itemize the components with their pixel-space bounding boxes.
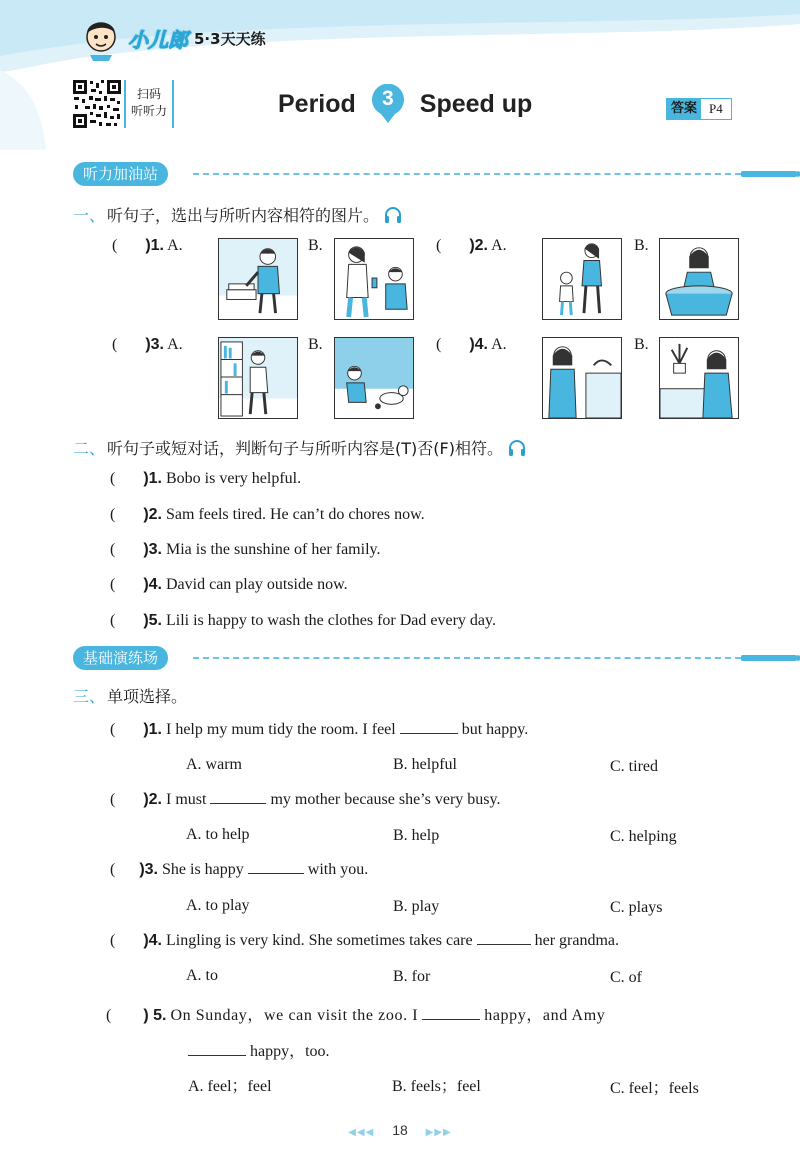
answer-blank[interactable] <box>477 944 531 945</box>
part1-heading <box>73 203 403 226</box>
question-text: On Sunday，we can visit the zoo. I <box>170 1007 419 1024</box>
part1-question-3 <box>112 336 183 354</box>
part1-instruction: 听句子，选出与所听内容相符的图片。 <box>107 206 380 225</box>
part3-question-4 <box>110 932 619 950</box>
scan-label-line1: 扫码 <box>136 87 161 101</box>
question-number: )1. <box>143 470 162 487</box>
option-a[interactable]: A. to <box>186 967 218 984</box>
question-number: ) 5. <box>143 1007 167 1024</box>
left-arrows-icon: ◀◀◀ <box>348 1127 375 1138</box>
part3-question-2 <box>110 791 500 809</box>
statement-text: David can play outside now. <box>166 576 348 593</box>
picture-4b-girl-washing-dishes[interactable] <box>659 337 739 419</box>
part2-number: 二、 <box>73 439 106 458</box>
answer-bracket[interactable]: ( <box>110 791 144 808</box>
question-text: I help my mum tidy the room. I feel <box>166 721 396 738</box>
headphone-icon[interactable] <box>507 438 527 458</box>
question-text-end: happy，too. <box>250 1043 330 1060</box>
option-a[interactable]: A. feel；feel <box>188 1078 272 1095</box>
option-a-label: A. <box>167 237 183 254</box>
statement-text: Mia is the sunshine of her family. <box>166 541 381 558</box>
question-number: )4. <box>469 336 488 353</box>
part2-item-2 <box>110 506 425 524</box>
question-number: )3. <box>143 541 162 558</box>
question-number: )1. <box>143 721 162 738</box>
question-number: )4. <box>143 932 162 949</box>
picture-2b-girl-washing-clothes[interactable] <box>659 238 739 320</box>
option-b[interactable]: B. feels；feel <box>392 1078 481 1095</box>
answer-bracket[interactable]: ( <box>112 237 146 254</box>
right-arrows-icon: ▶▶▶ <box>425 1127 452 1138</box>
option-b[interactable]: B. play <box>393 898 440 915</box>
page-title <box>278 84 532 124</box>
answer-blank[interactable] <box>400 733 458 734</box>
answer-bracket[interactable]: ( <box>110 541 144 558</box>
question-number: )1. <box>145 237 164 254</box>
question-number: )2. <box>469 237 488 254</box>
question-text: I must <box>166 791 207 808</box>
part2-instruction: 听句子或短对话，判断句子与所听内容是(T)否(F)相符。 <box>107 439 503 458</box>
banner-divider <box>193 657 741 659</box>
option-a[interactable]: A. warm <box>186 756 242 773</box>
page-footer <box>0 1122 800 1138</box>
banner-divider <box>193 173 741 175</box>
part2-item-5 <box>110 612 496 630</box>
option-b[interactable]: B. helpful <box>393 756 457 773</box>
option-a[interactable]: A. to help <box>186 826 250 843</box>
part3-question-5 <box>106 1002 605 1025</box>
section-banner-listening <box>73 162 743 186</box>
option-b[interactable]: B. for <box>393 968 431 985</box>
part1-q2-option-b <box>634 237 649 255</box>
part1-question-2 <box>436 237 507 255</box>
page-number: 18 <box>392 1122 408 1138</box>
part1-q3-option-b <box>308 336 323 354</box>
pencil-icon <box>741 169 800 179</box>
question-number: )5. <box>143 612 162 629</box>
period-word: Period <box>278 89 356 118</box>
question-text-end: but happy. <box>461 721 529 738</box>
scan-qr-label <box>124 80 174 128</box>
option-a-label: A. <box>167 336 183 353</box>
option-b[interactable]: B. help <box>393 827 440 844</box>
question-number: )4. <box>143 576 162 593</box>
part3-question-1 <box>110 721 528 739</box>
part3-instruction: 单项选择。 <box>107 687 188 706</box>
period-number: 3 <box>381 87 394 110</box>
question-text: Lingling is very kind. She sometimes takes care <box>166 932 473 949</box>
option-a[interactable]: A. to play <box>186 897 250 914</box>
part3-question-5-line2 <box>188 1038 330 1061</box>
part3-question-3 <box>110 861 368 879</box>
answer-blank[interactable] <box>422 1019 480 1020</box>
option-b-label: B. <box>308 237 323 254</box>
answer-label: 答案 <box>667 99 701 119</box>
picture-3b-boy-playing-with-dog[interactable] <box>334 337 414 419</box>
answer-bracket[interactable]: ( <box>436 336 470 353</box>
answer-bracket[interactable]: ( <box>110 470 144 487</box>
question-text-end: her grandma. <box>534 932 620 949</box>
question-number: )2. <box>143 506 162 523</box>
picture-1b-girl-giving-bottle[interactable] <box>334 238 414 320</box>
option-b-label: B. <box>634 336 649 353</box>
option-c[interactable]: C. feel；feels <box>610 1080 699 1097</box>
question-text-end: my mother because she’s very busy. <box>270 791 501 808</box>
part3-number: 三、 <box>73 687 106 706</box>
part2-item-1 <box>110 470 301 488</box>
option-c[interactable]: C. plays <box>610 899 663 916</box>
answer-bracket[interactable]: ( <box>110 576 144 593</box>
period-title-text: Speed up <box>419 89 533 118</box>
part1-q1-option-b <box>308 237 323 255</box>
statement-text: Sam feels tired. He can’t do chores now. <box>166 506 425 523</box>
scan-label-line2: 听听力 <box>130 104 167 118</box>
picture-1a-boy-folding-clothes[interactable] <box>218 238 298 320</box>
statement-text: Bobo is very helpful. <box>166 470 302 487</box>
picture-3a-boy-at-bookshelf[interactable] <box>218 337 298 419</box>
part1-number: 一、 <box>73 206 106 225</box>
question-number: )3. <box>145 336 164 353</box>
answer-page: P4 <box>701 99 731 119</box>
section-banner-basics <box>73 646 743 670</box>
section-title-basics: 基础演练场 <box>73 646 168 670</box>
option-b-label: B. <box>308 336 323 353</box>
period-badge <box>370 84 406 124</box>
part2-item-3 <box>110 541 380 559</box>
option-a-label: A. <box>491 336 507 353</box>
option-a-label: A. <box>491 237 507 254</box>
picture-4a-girl-cleaning-counter[interactable] <box>542 337 622 419</box>
answer-bracket[interactable]: ( <box>112 336 146 353</box>
answer-bracket[interactable]: ( <box>106 1007 144 1024</box>
option-c[interactable]: C. of <box>610 969 642 986</box>
option-b-label: B. <box>634 237 649 254</box>
part3-heading <box>73 684 187 707</box>
answer-bracket[interactable]: ( <box>110 721 144 738</box>
part1-q4-option-b <box>634 336 649 354</box>
answer-page-tag[interactable] <box>666 98 732 120</box>
option-c[interactable]: C. helping <box>610 828 677 845</box>
option-c[interactable]: C. tired <box>610 758 658 775</box>
part1-question-1 <box>112 237 183 255</box>
qr-code-icon[interactable] <box>72 79 122 129</box>
question-number: )3. <box>139 861 158 878</box>
answer-blank[interactable] <box>248 873 304 874</box>
mascot-icon <box>78 15 124 61</box>
part2-heading <box>73 436 527 459</box>
answer-bracket[interactable]: ( <box>110 861 140 878</box>
brand-name: 小儿郎 <box>128 29 188 52</box>
part1-question-4 <box>436 336 507 354</box>
answer-bracket[interactable]: ( <box>110 612 144 629</box>
headphone-icon[interactable] <box>383 205 403 225</box>
answer-blank[interactable] <box>210 803 266 804</box>
answer-bracket[interactable]: ( <box>436 237 470 254</box>
section-title-listening: 听力加油站 <box>73 162 168 186</box>
question-number: )2. <box>143 791 162 808</box>
answer-bracket[interactable]: ( <box>110 506 144 523</box>
answer-blank[interactable] <box>188 1055 246 1056</box>
answer-bracket[interactable]: ( <box>110 932 144 949</box>
brand-logo <box>78 16 266 60</box>
question-text-end: with you. <box>307 861 369 878</box>
pencil-icon <box>741 653 800 663</box>
brand-subtitle: 5·3天天练 <box>194 29 266 48</box>
question-text: She is happy <box>162 861 244 878</box>
question-text-end: happy，and Amy <box>484 1007 606 1024</box>
part2-item-4 <box>110 576 348 594</box>
statement-text: Lili is happy to wash the clothes for Dad every day. <box>166 612 496 629</box>
picture-2a-girl-with-little-brother[interactable] <box>542 238 622 320</box>
